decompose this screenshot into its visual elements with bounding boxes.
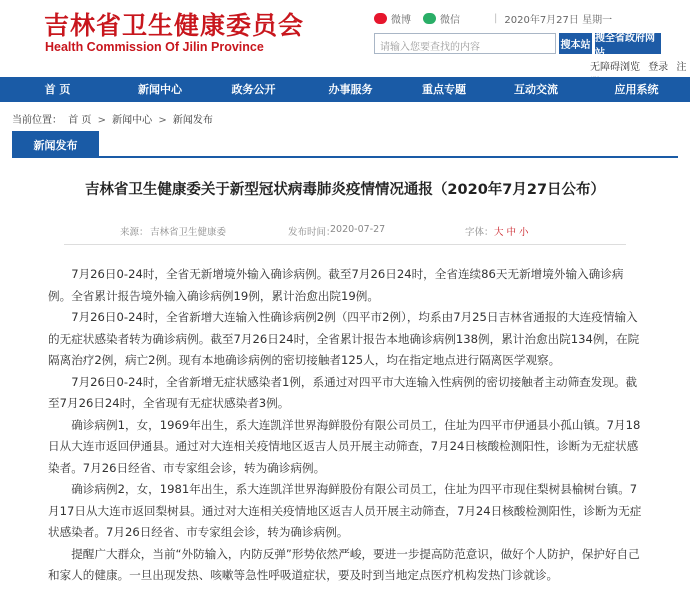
font-size-options[interactable]: 大 中 小 (494, 227, 529, 238)
article-title: 吉林省卫生健康委关于新型冠状病毒肺炎疫情情况通报（2020年7月27日公布） (84, 182, 606, 198)
search-input[interactable]: 请输入您要查找的内容 (374, 33, 556, 54)
nav-item-applications[interactable]: 应用系统 (614, 83, 659, 96)
current-date: 2020年7月27日 星期一 (504, 15, 613, 26)
wechat-link[interactable]: 微信 (440, 15, 460, 26)
article-paragraph: 7月26日0-24时，全省新增大连输入性确诊病例2例（四平市2例），均系由7月25日吉林省通报的大连疫情输入的无症状感染者转为确诊病例。截至7月26日24时，全省累计报告本地确诊病例138例，累计治愈出院134例，在院隔离治疗2例，病亡2例。现有本地确诊病例的密切接触者125人，均在指定地点进行隔离医学观察。 (48, 310, 640, 367)
register-link[interactable]: 注 (676, 62, 687, 73)
nav-item-interaction[interactable]: 互动交流 (514, 83, 558, 96)
article-paragraph: 7月26日0-24时，全省新增无症状感染者1例，系通过对四平市大连输入性病例的密切接触者主动筛查发现。截至7月26日24时，全省现有无症状感染者3例。 (48, 374, 638, 410)
site-logo-english[interactable]: Health Commission Of Jilin Province (45, 40, 264, 54)
breadcrumb-item-release[interactable]: 新闻发布 (172, 115, 213, 126)
breadcrumb-prefix: 当前位置： (12, 115, 62, 126)
accessibility-link[interactable]: 无障碍浏览 (590, 62, 640, 73)
site-header (0, 0, 690, 77)
article-paragraph: 确诊病例2，女，1981年出生，系大连凯洋世界海鲜股份有限公司员工，住址为四平市现住梨树县榆树台镇。7月17日从大连市返回梨树县。通过对大连相关疫情地区返吉人员开展主动筛查，7月24日核酸检测阳性，诊断为无症状感染者。7月26日经省、市专家组会诊，转为确诊病例。 (48, 482, 642, 539)
nav-item-special-topics[interactable]: 重点专题 (422, 83, 466, 96)
nav-item-news[interactable]: 新闻中心 (138, 83, 182, 96)
section-header (12, 131, 678, 158)
search-province-button[interactable]: 搜全省政府网站 (595, 33, 661, 54)
meta-date: 2020-07-27 (330, 224, 386, 235)
site-logo-chinese[interactable]: 吉林省卫生健康委员会 (44, 11, 305, 40)
meta-font-label: 字体： (465, 227, 494, 238)
breadcrumb (12, 111, 216, 126)
breadcrumb-item-news[interactable]: 新闻中心 (112, 115, 153, 126)
breadcrumb-separator: > (97, 115, 106, 126)
search-site-button[interactable]: 搜本站 (559, 33, 592, 54)
section-tab-news-release[interactable]: 新闻发布 (12, 131, 99, 158)
article-paragraph: 提醒广大群众，当前“外防输入，内防反弹”形势依然严峻，要进一步提高防范意识，做好个人防护，保护好自己和家人的健康。一旦出现发热、咳嗽等急性呼吸道症状，要及时到当地定点医疗机构发热门诊就诊。 (48, 546, 640, 582)
breadcrumb-item-home[interactable]: 首 页 (68, 115, 92, 126)
nav-item-government-affairs[interactable]: 政务公开 (231, 83, 276, 96)
weibo-icon[interactable] (374, 13, 387, 24)
article-body (48, 264, 644, 587)
social-links (374, 11, 612, 26)
article-paragraph: 7月26日0-24时，全省无新增境外输入确诊病例。截至7月26日24时，全省连续86天无新增境外输入确诊病例。全省累计报告境外输入确诊病例19例，累计治愈出院19例。 (48, 267, 624, 303)
separator: | (494, 13, 498, 24)
main-nav (0, 77, 690, 102)
divider (64, 244, 626, 245)
breadcrumb-separator: > (158, 115, 167, 126)
login-link[interactable]: 登录 (648, 62, 669, 73)
meta-source-label: 来源： (120, 227, 149, 238)
nav-item-services[interactable]: 办事服务 (328, 83, 373, 96)
nav-item-home[interactable]: 首 页 (44, 83, 71, 96)
meta-source: 吉林省卫生健康委 (150, 227, 227, 238)
weibo-link[interactable]: 微博 (391, 15, 411, 26)
wechat-icon[interactable] (423, 13, 436, 24)
article-paragraph: 确诊病例1，女，1969年出生，系大连凯洋世界海鲜股份有限公司员工，住址为四平市伊通县小孤山镇。7月18日从大连市返回伊通县。通过对大连相关疫情地区返吉人员开展主动筛查，7月24日核酸检测阳性，诊断为无症状感染者。7月26日经省、市专家组会诊，转为确诊病例。 (48, 417, 641, 475)
meta-date-label: 发布时间： (288, 227, 336, 238)
